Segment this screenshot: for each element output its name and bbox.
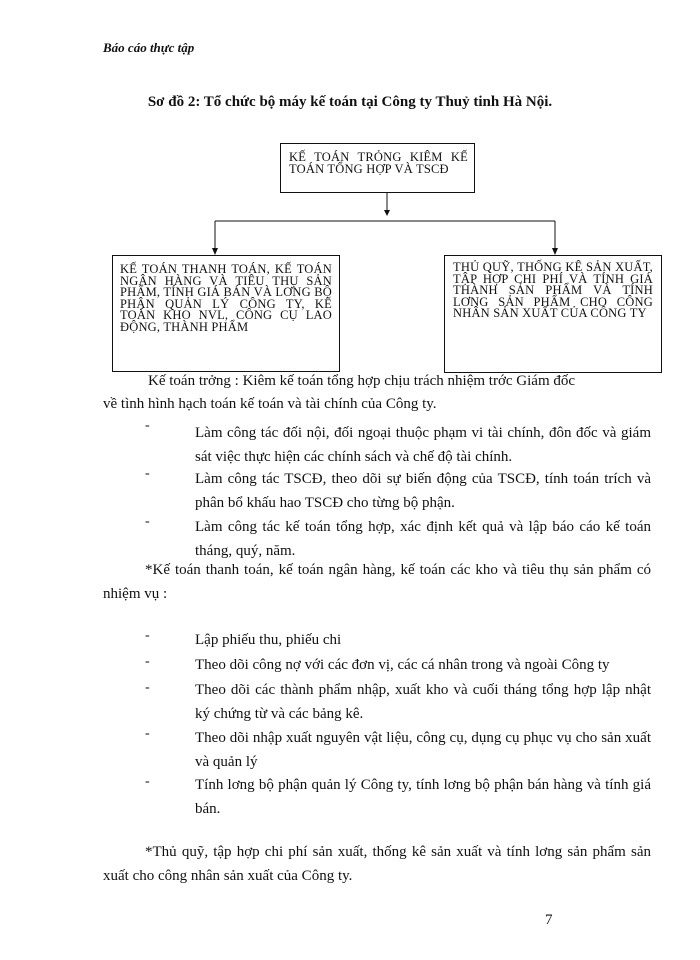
section2-bullet: Theo dõi nhập xuất nguyên vật liệu, công cụ, dụng cụ phục vụ cho sản xuất và quản lý	[195, 730, 651, 770]
diagram-title: Sơ đồ 2: Tổ chức bộ máy kế toán tại Công ty Thuỷ tinh Hà Nội.	[147, 94, 553, 110]
running-header: Báo cáo thực tập	[103, 40, 195, 55]
page-number: 7	[545, 912, 553, 928]
section1-bullet: Làm công tác đối nội, đối ngoại thuộc phạm vi tài chính, đôn đốc và giám sát việc thực hiện các chính sách và chế độ tài chính.	[195, 425, 651, 465]
bullet-marker: -	[145, 514, 150, 529]
arrow-down-icon	[212, 248, 218, 255]
bullet-marker: -	[145, 628, 150, 643]
section2-bullet: Theo dõi các thành phẩm nhập, xuất kho và cuối tháng tổng hợp lập nhật ký chứng từ và các bảng kê.	[195, 682, 651, 722]
section2-bullet: Theo dõi công nợ với các đơn vị, các cá nhân trong và ngoài Công ty	[195, 657, 610, 673]
section2-bullet: Tính lơng bộ phận quản lý Công ty, tính lơng bộ phận bán hàng và tính giá bán.	[195, 777, 651, 817]
section2-intro: *Kế toán thanh toán, kế toán ngân hàng, kế toán các kho và tiêu thụ sản phẩm có nhiệm vụ :	[103, 562, 651, 602]
org-box-payment-accountant: KẾ TOÁN THANH TOÁN, KẾ TOÁN NGÂN HÀNG VÀ TIÊU THỤ SẢN PHẨM, TÍNH GIÁ BÁN VÀ LƠNG BỘ PHẬN QUẢN LÝ CÔNG TY, KẾ TOÁN KHO NVL, CÔNG CỤ LAO ĐỘNG, THÀNH PHẨM	[112, 255, 340, 372]
bullet-marker: -	[145, 680, 150, 695]
org-box-treasurer: THỦ QUỸ, THỐNG KÊ SẢN XUẤT, TẬP HỢP CHI PHÍ VÀ TÍNH GIÁ THÀNH SẢN PHẨM VÀ TÍNH LƠNG SẢN PHẨM CHO CÔNG NHÂN SẢN XUẤT CỦA CÔNG TY	[444, 255, 662, 373]
arrow-down-icon	[552, 248, 558, 255]
section1-bullet: Làm công tác kế toán tổng hợp, xác định kết quả và lập báo cáo kế toán tháng, quý, năm.	[195, 519, 651, 559]
bullet-marker: -	[145, 774, 150, 789]
bullet-marker: -	[145, 466, 150, 481]
org-box-chief-accountant: KẾ TOÁN TRỎNG KIÊM KẾ TOÁN TỔNG HỢP VÀ TSCĐ	[280, 143, 475, 193]
section1-bullet: Làm công tác TSCĐ, theo dõi sự biến động của TSCĐ, tính toán trích và phân bổ khấu hao TSCĐ cho từng bộ phận.	[195, 471, 651, 511]
section3-intro: *Thủ quỹ, tập hợp chi phí sản xuất, thống kê sản xuất và tính lơng sản phẩm sản xuất cho công nhân sản xuất của Công ty.	[103, 844, 651, 884]
section1-intro-line1: Kế toán trởng : Kiêm kế toán tổng hợp chịu trách nhiệm trớc Giám đốc	[148, 373, 576, 389]
bullet-marker: -	[145, 726, 150, 741]
bullet-marker: -	[145, 418, 150, 433]
bullet-marker: -	[145, 654, 150, 669]
section1-intro-line2: về tình hình hạch toán kế toán và tài chính của Công ty.	[103, 396, 437, 412]
arrow-down-icon	[384, 210, 390, 216]
section2-bullet: Lập phiếu thu, phiếu chi	[195, 632, 342, 648]
